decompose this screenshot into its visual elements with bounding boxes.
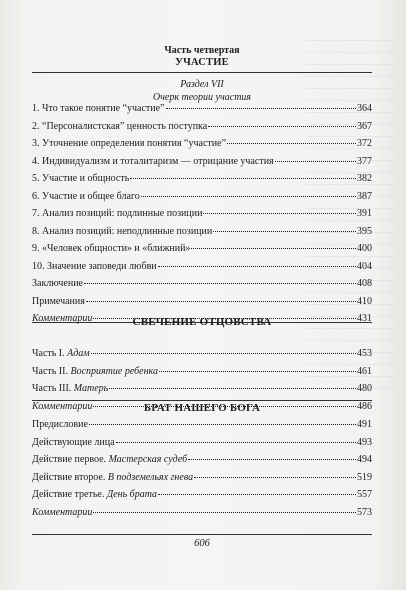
entry-title-text: 8. Анализ позиций: неподлинные позиции — [32, 225, 213, 237]
entry-title-text: 6. Участие и общее благо — [32, 190, 140, 202]
dot-leader — [227, 135, 356, 144]
entry-prefix: Часть I. — [32, 348, 68, 359]
entry-page-number: 391 — [357, 208, 372, 219]
entry-title — [32, 275, 83, 293]
entry-prefix: Часть II. — [32, 365, 71, 377]
entry-title-text: Комментарии — [32, 400, 93, 412]
entry-title — [32, 100, 165, 118]
dot-leader — [141, 188, 356, 197]
entry-title — [32, 293, 85, 311]
toc-entry — [32, 258, 372, 276]
entry-prefix: Действие третье. — [32, 489, 107, 500]
entry-page-number: 486 — [357, 400, 372, 412]
entry-page-number: 372 — [357, 138, 372, 149]
entry-title-text: День брата — [106, 489, 158, 500]
toc-entry — [32, 504, 372, 522]
entry-title — [32, 345, 90, 363]
divider — [32, 400, 372, 401]
toc-entry — [32, 293, 372, 311]
toc-entry — [32, 170, 372, 188]
entry-title-text: Предисловие — [32, 419, 88, 430]
toc-entry — [32, 363, 372, 381]
dot-leader — [93, 504, 356, 513]
dot-leader — [84, 275, 356, 284]
entry-page-number: 404 — [357, 260, 372, 272]
toc-entry — [32, 188, 372, 206]
toc-entry — [32, 469, 372, 487]
divider — [32, 72, 372, 73]
entry-page-number: 491 — [357, 419, 372, 430]
entry-title-text: 5. Участие и общность — [32, 173, 130, 184]
dot-leader — [194, 469, 356, 478]
toc-entry — [32, 275, 372, 293]
toc-entry — [32, 205, 372, 223]
entry-page-number: 377 — [357, 155, 372, 167]
entry-title-text: Адам — [67, 348, 90, 359]
entry-title-text: В подземельях гнева — [107, 471, 194, 483]
entry-page-number: 410 — [357, 295, 372, 307]
entry-title-text: Комментарии — [32, 313, 93, 324]
book2-entry-list — [32, 416, 372, 521]
entry-title-text: 1. Что такое понятие “участие” — [32, 103, 165, 114]
entry-page-number: 408 — [357, 278, 372, 289]
dot-leader — [159, 363, 356, 372]
dot-leader — [109, 380, 356, 389]
part-title: УЧАСТИЕ — [175, 57, 229, 68]
entry-page-number: 573 — [357, 506, 372, 518]
toc-entry — [32, 223, 372, 241]
divider — [32, 534, 372, 535]
toc-entry — [32, 118, 372, 136]
entry-page-number: 557 — [357, 489, 372, 500]
entry-title-text: Действующие лица — [32, 436, 115, 448]
entry-title — [32, 223, 212, 241]
part-label: Часть четвертая — [164, 45, 240, 56]
toc-entry — [32, 434, 372, 452]
entry-title-text: 2. “Персоналистская” ценность поступка — [32, 120, 208, 132]
entry-title-text: 4. Индивидуализм и тоталитаризм — отрицание участия — [32, 155, 274, 167]
entry-title-text: 10. Значение заповеди любви — [32, 260, 157, 272]
entry-title — [32, 434, 115, 452]
entry-prefix: Действие второе. — [32, 471, 108, 483]
entry-page-number: 519 — [357, 471, 372, 483]
dot-leader — [166, 100, 357, 109]
entry-page-number: 453 — [357, 348, 372, 359]
dot-leader — [203, 205, 356, 214]
entry-title — [32, 188, 140, 206]
toc-entry — [32, 153, 372, 171]
entry-title — [32, 416, 88, 434]
entry-title-text: Мастерская судеб — [108, 454, 188, 465]
entry-title — [32, 258, 157, 276]
entry-page-number: 461 — [357, 365, 372, 377]
dot-leader — [188, 451, 356, 460]
entry-prefix: Действие первое. — [32, 454, 109, 465]
entry-title-text: 9. «Человек общности» и «ближний» — [32, 243, 191, 254]
toc-entry — [32, 345, 372, 363]
toc-entry — [32, 451, 372, 469]
toc-entry — [32, 100, 372, 118]
entry-title — [32, 363, 158, 381]
section-title: Очерк теории участия — [152, 92, 252, 103]
entry-title-text: Восприятие ребенка — [70, 365, 158, 377]
entry-title-text: 7. Анализ позиций: подлинные позиции — [32, 208, 203, 219]
page-number: 606 — [194, 538, 210, 549]
entry-title-text: Матерь — [73, 383, 109, 394]
entry-title — [32, 451, 187, 469]
entry-title — [32, 240, 190, 258]
entry-page-number: 400 — [357, 243, 372, 254]
dot-leader — [275, 153, 356, 162]
dot-leader — [208, 118, 356, 127]
entry-page-number: 367 — [357, 120, 372, 132]
book-title-1: СВЕЧЕНИЕ ОТЦОВСТВА — [132, 316, 272, 328]
entry-page-number: 364 — [357, 103, 372, 114]
part-entry-list — [32, 100, 372, 328]
section-label: Раздел VII — [180, 79, 224, 90]
entry-title — [32, 205, 202, 223]
entry-page-number: 395 — [357, 225, 372, 237]
entry-page-number: 431 — [357, 313, 372, 324]
dot-leader — [158, 486, 356, 495]
dot-leader — [91, 345, 356, 354]
dot-leader — [89, 416, 356, 425]
toc-entry — [32, 416, 372, 434]
dot-leader — [191, 240, 356, 249]
entry-title-text: Комментарии — [32, 506, 93, 518]
entry-page-number: 494 — [357, 454, 372, 465]
toc-entry — [32, 486, 372, 504]
entry-page-number: 387 — [357, 190, 372, 202]
entry-title — [32, 469, 193, 487]
dot-leader — [158, 258, 356, 267]
entry-page-number: 382 — [357, 173, 372, 184]
dot-leader — [213, 223, 356, 232]
book-title-2: БРАТ НАШЕГО БОГА — [143, 402, 261, 414]
entry-title — [32, 153, 274, 171]
toc-entry — [32, 240, 372, 258]
toc-entry — [32, 135, 372, 153]
dot-leader — [116, 434, 356, 443]
entry-title-text: Заключение — [32, 278, 83, 289]
entry-title — [32, 504, 92, 522]
entry-title — [32, 486, 157, 504]
dot-leader — [86, 293, 356, 302]
entry-title-text: 3. Уточнение определения понятия “участие” — [32, 138, 227, 149]
entry-title-text: Примечания — [32, 295, 85, 307]
entry-title — [32, 380, 108, 398]
entry-prefix: Часть III. — [32, 383, 74, 394]
entry-page-number: 493 — [357, 436, 372, 448]
dot-leader — [130, 170, 356, 179]
entry-page-number: 480 — [357, 383, 372, 394]
entry-title — [32, 118, 207, 136]
entry-title — [32, 170, 129, 188]
entry-title — [32, 135, 226, 153]
toc-entry — [32, 380, 372, 398]
